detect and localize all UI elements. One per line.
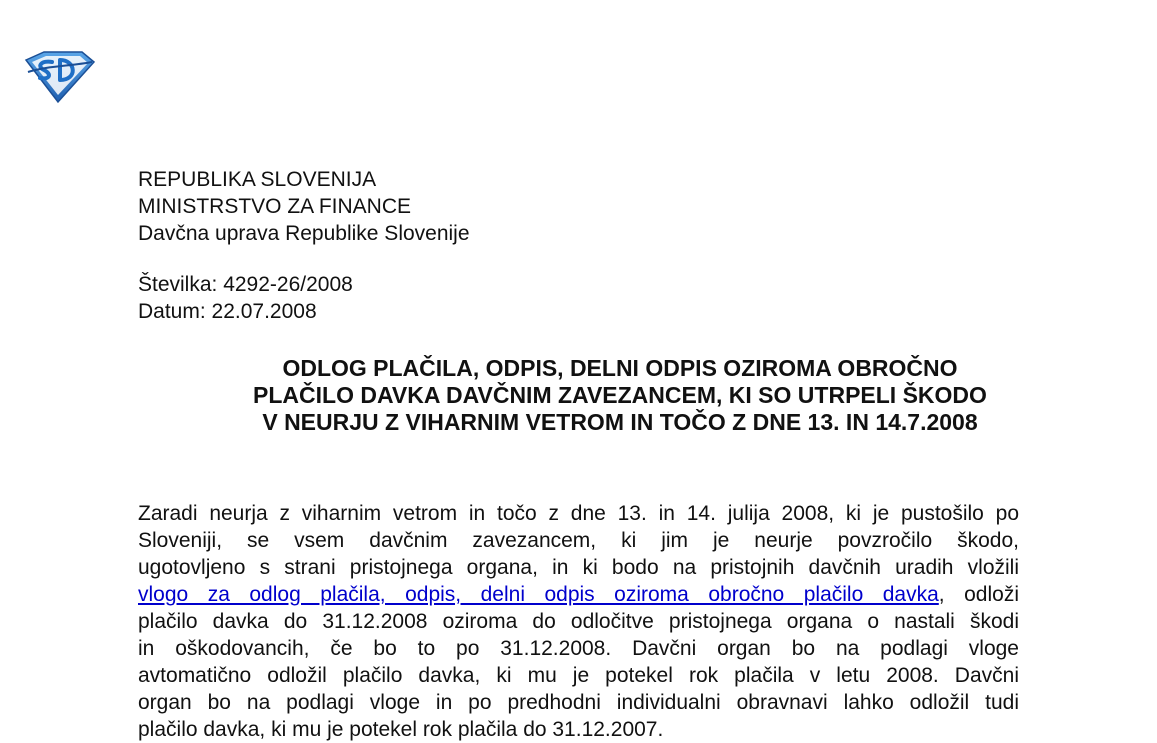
paragraph-line: plačilo davka do 31.12.2008 oziroma do odločitve pristojnega organa o nastali škodi	[138, 610, 1019, 633]
document-number: Številka: 4292-26/2008	[138, 273, 353, 296]
header-country: REPUBLIKA SLOVENIJA	[138, 168, 377, 191]
header-ministry: MINISTRSTVO ZA FINANCE	[138, 195, 412, 218]
title-line: ODLOG PLAČILA, ODPIS, DELNI ODPIS OZIROMA OBROČNO	[282, 355, 958, 381]
davcna-uprava-logo-icon	[22, 48, 96, 104]
paragraph-line: Sloveniji, se vsem davčnim zavezancem, ki jim je neurje povzročilo škodo,	[138, 529, 1019, 552]
document-title	[110, 355, 1130, 436]
paragraph-line: avtomatično odložil plačilo davka, ki mu je potekel rok plačila v letu 2008. Davčni	[138, 664, 1019, 687]
body-paragraph	[138, 500, 1019, 743]
paragraph-line: in oškodovancih, če bo to po 31.12.2008. Davčni organ bo na podlagi vloge	[138, 637, 1019, 660]
title-line: PLAČILO DAVKA DAVČNIM ZAVEZANCEM, KI SO UTRPELI ŠKODO	[253, 382, 987, 408]
paragraph-line: plačilo davka, ki mu je potekel rok plačila do 31.12.2007.	[138, 718, 664, 741]
header-agency: Davčna uprava Republike Slovenije	[138, 222, 470, 245]
paragraph-text: , odloži	[938, 583, 1019, 606]
paragraph-line: ugotovljeno s strani pristojnega organa, in ki bodo na pristojnih davčnih uradih vložili	[138, 556, 1019, 579]
document-header	[138, 166, 470, 247]
paragraph-line: Zaradi neurja z viharnim vetrom in točo z dne 13. in 14. julija 2008, ki je pustošilo po	[138, 502, 1019, 525]
document-meta	[138, 271, 353, 325]
document-date: Datum: 22.07.2008	[138, 300, 317, 323]
application-form-link[interactable]: vlogo za odlog plačila, odpis, delni odpis oziroma obročno plačilo davka	[138, 583, 939, 606]
paragraph-line-with-link	[138, 581, 1019, 608]
paragraph-line: organ bo na podlagi vloge in po predhodni individualni obravnavi lahko odložil tudi	[138, 691, 1019, 714]
title-line: V NEURJU Z VIHARNIM VETROM IN TOČO Z DNE 13. IN 14.7.2008	[262, 409, 978, 435]
